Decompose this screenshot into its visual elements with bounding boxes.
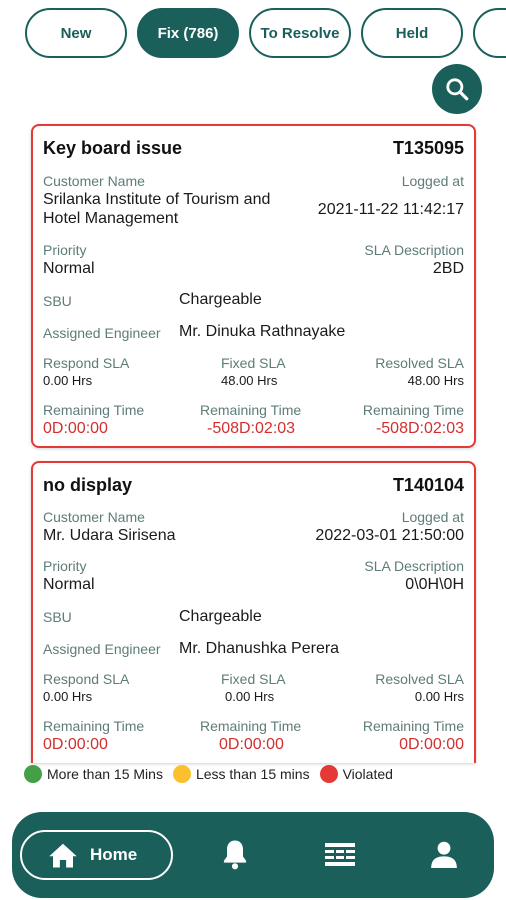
priority-value: Normal <box>43 260 95 277</box>
resolved-sla-label: Resolved SLA <box>375 671 464 687</box>
fixed-sla-label: Fixed SLA <box>221 355 286 371</box>
respond-sla-label: Respond SLA <box>43 671 130 687</box>
remaining-time-label: Remaining Time <box>362 402 464 418</box>
green-dot-icon <box>24 765 42 783</box>
logged-label: Logged at <box>401 173 464 189</box>
sbu-value: Chargeable <box>179 291 262 308</box>
sbu-label: SBU <box>43 609 72 625</box>
tab-to-resolve[interactable]: To Resolve <box>249 8 351 58</box>
logged-at: 2022-03-01 21:50:00 <box>315 527 464 544</box>
nav-home-button[interactable] <box>20 830 173 880</box>
remaining-time-label: Remaining Time <box>200 718 302 734</box>
fixed-sla-label: Fixed SLA <box>221 671 286 687</box>
tab-held[interactable]: Held <box>361 8 463 58</box>
bottom-navigation <box>12 812 494 898</box>
home-icon <box>48 841 78 869</box>
remaining-respond-value: 0D:00:00 <box>43 736 108 753</box>
legend-item <box>173 765 310 783</box>
customer-name: Srilanka Institute of Tourism and Hotel Management <box>43 191 271 227</box>
red-dot-icon <box>320 765 338 783</box>
tab-more[interactable] <box>473 8 506 58</box>
sla-legend <box>24 765 403 783</box>
remaining-time-label: Remaining Time <box>43 718 145 734</box>
legend-item <box>320 765 393 783</box>
nav-dashboard-button[interactable] <box>324 842 356 873</box>
resolved-sla-value: 0.00 Hrs <box>414 689 464 704</box>
engineer-label: Assigned Engineer <box>43 641 161 657</box>
customer-label: Customer Name <box>43 173 145 189</box>
fixed-sla-value: 48.00 Hrs <box>221 373 278 388</box>
priority-label: Priority <box>43 242 87 258</box>
ticket-title: Key board issue <box>43 138 183 158</box>
ticket-id: T135095 <box>392 138 464 158</box>
tab-fix[interactable]: Fix (786) <box>137 8 239 58</box>
nav-home-label: Home <box>90 845 138 864</box>
dashboard-icon <box>324 842 356 868</box>
sla-description-label: SLA Description <box>364 242 464 258</box>
remaining-resolved-value: 0D:00:00 <box>399 736 464 753</box>
legend-label: More than 15 Mins <box>47 766 163 782</box>
respond-sla-value: 0.00 Hrs <box>43 373 93 388</box>
search-button[interactable] <box>432 64 482 114</box>
status-tabs <box>25 8 506 58</box>
remaining-time-label: Remaining Time <box>43 402 145 418</box>
customer-label: Customer Name <box>43 509 145 525</box>
legend-label: Violated <box>342 766 393 782</box>
respond-sla-label: Respond SLA <box>43 355 130 371</box>
engineer-value: Mr. Dhanushka Perera <box>179 640 340 657</box>
resolved-sla-label: Resolved SLA <box>375 355 464 371</box>
remaining-resolved-value: -508D:02:03 <box>375 420 464 437</box>
priority-label: Priority <box>43 558 87 574</box>
priority-value: Normal <box>43 576 95 593</box>
profile-icon <box>430 840 458 868</box>
legend-item <box>24 765 163 783</box>
search-icon <box>444 76 470 102</box>
yellow-dot-icon <box>173 765 191 783</box>
remaining-fixed-value: 0D:00:00 <box>219 736 284 753</box>
ticket-id: T140104 <box>392 475 464 495</box>
logged-label: Logged at <box>401 509 464 525</box>
remaining-time-label: Remaining Time <box>200 402 302 418</box>
ticket-card[interactable] <box>31 461 476 763</box>
nav-profile-button[interactable] <box>430 840 458 873</box>
legend-label: Less than 15 mins <box>195 766 310 782</box>
sla-description-value: 0\0H\0H <box>405 576 464 593</box>
remaining-respond-value: 0D:00:00 <box>43 420 108 437</box>
tab-new[interactable]: New <box>25 8 127 58</box>
respond-sla-value: 0.00 Hrs <box>43 689 93 704</box>
nav-notifications-button[interactable] <box>220 838 250 875</box>
engineer-value: Mr. Dinuka Rathnayake <box>179 323 346 340</box>
customer-name: Mr. Udara Sirisena <box>43 527 176 544</box>
ticket-title: no display <box>43 475 133 495</box>
fixed-sla-value: 0.00 Hrs <box>225 689 275 704</box>
sla-description-value: 2BD <box>432 260 464 277</box>
sbu-label: SBU <box>43 293 72 309</box>
remaining-fixed-value: -508D:02:03 <box>207 420 296 437</box>
bell-icon <box>220 838 250 870</box>
resolved-sla-value: 48.00 Hrs <box>407 373 464 388</box>
engineer-label: Assigned Engineer <box>43 325 161 341</box>
sla-description-label: SLA Description <box>364 558 464 574</box>
logged-at: 2021-11-22 11:42:17 <box>317 201 464 218</box>
remaining-time-label: Remaining Time <box>362 718 464 734</box>
ticket-card[interactable] <box>31 124 476 448</box>
sbu-value: Chargeable <box>179 608 262 625</box>
